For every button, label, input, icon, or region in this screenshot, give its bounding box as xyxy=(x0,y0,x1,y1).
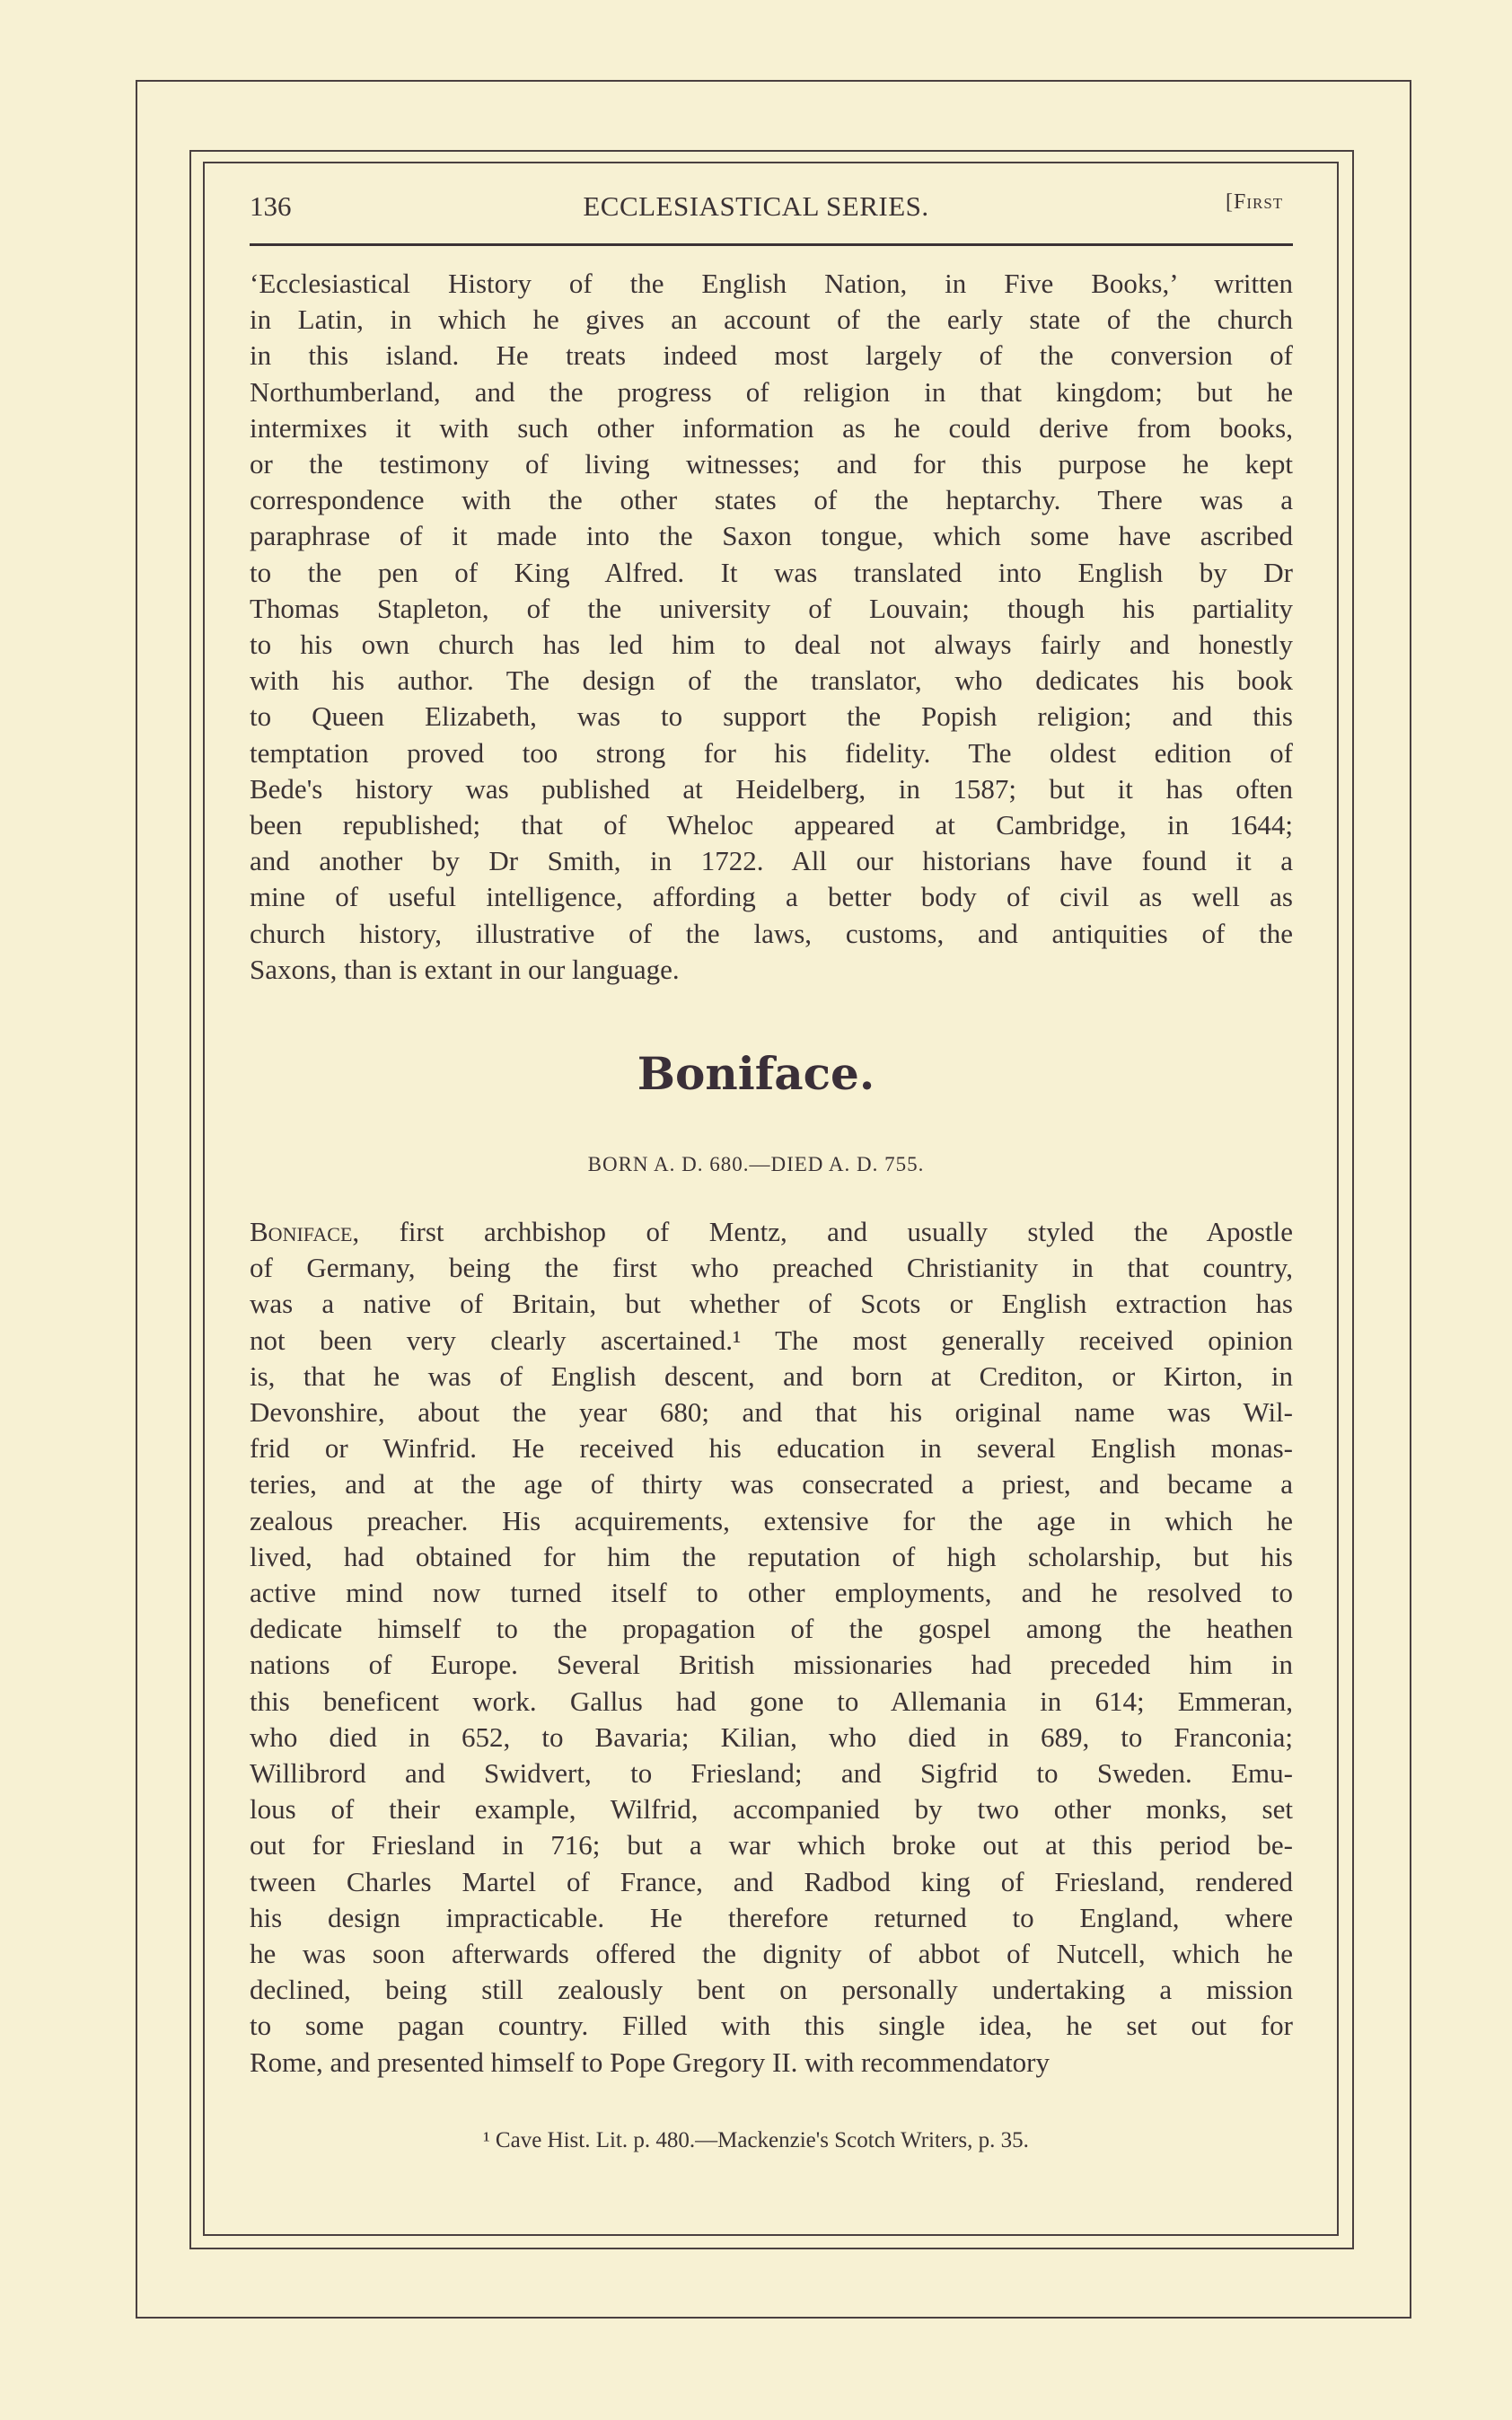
line-text: to some pagan country. Filled with this single idea, he set out for xyxy=(250,2010,1293,2042)
text-line xyxy=(250,952,1293,988)
section-dates: BORN A. D. 680.—DIED A. D. 755. xyxy=(587,1153,925,1175)
line-text: active mind now turned itself to other employments, and he resolved to xyxy=(250,1577,1293,1608)
line-text: ‘Ecclesiastical History of the English Nation, in Five Books,’ written xyxy=(250,268,1293,299)
text-line xyxy=(250,1466,1293,1502)
line-text: Thomas Stapleton, of the university of Louvain; though his partiality xyxy=(250,592,1293,624)
text-line xyxy=(250,1756,1293,1791)
line-text: or the testimony of living witnesses; and for this purpose he kept xyxy=(250,448,1293,480)
text-line xyxy=(250,591,1293,627)
text-line xyxy=(250,1972,1293,2008)
line-text: Northumberland, and the progress of religion in that kingdom; but he xyxy=(250,375,1293,408)
line-text: Saxons, than is extant in our language. xyxy=(250,953,680,985)
text-line xyxy=(250,1684,1293,1720)
text-line xyxy=(250,482,1293,518)
line-text: tween Charles Martel of France, and Radbod king of Friesland, rendered xyxy=(250,1865,1293,1897)
line-text: paraphrase of it made into the Saxon tongue, which some have ascribed xyxy=(250,520,1293,552)
text-line xyxy=(250,1539,1293,1575)
text-line xyxy=(250,374,1293,410)
text-line xyxy=(250,1395,1293,1430)
line-text: mine of useful intelligence, affording a better body of civil as well as xyxy=(250,881,1293,913)
line-text: dedicate himself to the propagation of the gospel among the heathen xyxy=(250,1613,1293,1645)
text-line xyxy=(250,1286,1293,1322)
text-line xyxy=(250,1503,1293,1539)
text-line xyxy=(250,1791,1293,1827)
line-text: in Latin, in which he gives an account of the early state of the church xyxy=(250,304,1293,336)
text-line xyxy=(250,338,1293,374)
line-text: to Queen Elizabeth, was to support the Popish religion; and this xyxy=(250,700,1293,733)
text-line xyxy=(250,1647,1293,1683)
text-line xyxy=(250,2008,1293,2044)
text-line xyxy=(250,1323,1293,1359)
line-text: first archbishop of Mentz, and usually styled the Apostle xyxy=(359,1216,1293,1247)
text-line xyxy=(250,1359,1293,1395)
line-text: Rome, and presented himself to Pope Gregory II. with recommendatory xyxy=(250,2046,1050,2078)
text-line xyxy=(250,916,1293,952)
text-line xyxy=(250,2045,1293,2081)
line-text: lous of their example, Wilfrid, accompanied by two other monks, set xyxy=(250,1793,1293,1826)
text-line xyxy=(250,1827,1293,1863)
text-line xyxy=(250,446,1293,482)
text-line xyxy=(250,410,1293,446)
text-line xyxy=(250,879,1293,915)
line-text: zealous preacher. His acquirements, extensive for the age in which he xyxy=(250,1504,1293,1536)
text-line xyxy=(250,1250,1293,1286)
line-text: to his own church has led him to deal not always fairly and honestly xyxy=(250,629,1293,660)
line-text: is, that he was of English descent, and born at Crediton, or Kirton, in xyxy=(250,1360,1293,1392)
line-text: nations of Europe. Several British missionaries had preceded him in xyxy=(250,1649,1293,1681)
text-line xyxy=(250,1720,1293,1756)
text-line xyxy=(250,699,1293,735)
line-text: church history, illustrative of the laws, customs, and antiquities of the xyxy=(250,917,1293,949)
line-text: out for Friesland in 716; but a war which broke out at this period be- xyxy=(250,1829,1293,1861)
line-text: he was soon afterwards offered the dignity of abbot of Nutcell, which he xyxy=(250,1938,1293,1969)
text-line xyxy=(250,1430,1293,1466)
text-line xyxy=(250,1575,1293,1611)
line-text: of Germany, being the first who preached Christianity in that country, xyxy=(250,1252,1293,1284)
running-title: ECCLESIASTICAL SERIES. xyxy=(583,190,929,222)
line-text: frid or Winfrid. He received his education in several English monas- xyxy=(250,1432,1293,1465)
text-line xyxy=(250,1864,1293,1900)
line-text: intermixes it with such other information as he could derive from books, xyxy=(250,411,1293,444)
line-text: with his author. The design of the translator, who dedicates his book xyxy=(250,664,1293,697)
line-text: teries, and at the age of thirty was consecrated a priest, and became a xyxy=(250,1468,1293,1500)
section-heading: Boniface. xyxy=(637,1047,875,1100)
line-text: and another by Dr Smith, in 1722. All our historians have found it a xyxy=(250,845,1293,877)
text-line xyxy=(250,555,1293,591)
section-marker: [First xyxy=(1226,190,1284,214)
line-text: his design impracticable. He therefore returned to England, where xyxy=(250,1901,1293,1933)
line-text: to the pen of King Alfred. It was translated into English by Dr xyxy=(250,556,1293,588)
text-line xyxy=(250,807,1293,843)
text-line xyxy=(250,627,1293,663)
line-text: Bede's history was published at Heidelberg, in 1587; but it has often xyxy=(250,772,1293,805)
text-line xyxy=(250,1900,1293,1936)
line-text: been republished; that of Wheloc appeared at Cambridge, in 1644; xyxy=(250,809,1293,840)
text-line xyxy=(250,735,1293,771)
text-line xyxy=(250,1936,1293,1972)
text-line xyxy=(250,302,1293,338)
text-line xyxy=(250,771,1293,807)
text-line xyxy=(250,843,1293,879)
text-line xyxy=(250,1214,1293,1250)
text-line xyxy=(250,1611,1293,1647)
text-line xyxy=(250,663,1293,699)
footnote: ¹ Cave Hist. Lit. p. 480.—Mackenzie's Scotch Writers, p. 35. xyxy=(483,2128,1029,2152)
line-text: in this island. He treats indeed most largely of the conversion of xyxy=(250,339,1293,372)
line-text: not been very clearly ascertained.¹ The most generally received opinion xyxy=(250,1324,1293,1356)
text-line xyxy=(250,266,1293,302)
line-text: lived, had obtained for him the reputation of high scholarship, but his xyxy=(250,1540,1293,1572)
text-line xyxy=(250,518,1293,554)
header-rule xyxy=(250,243,1293,246)
line-text: this beneficent work. Gallus had gone to Allemania in 614; Emmeran, xyxy=(250,1685,1293,1717)
line-text: Willibrord and Swidvert, to Friesland; and Sigfrid to Sweden. Emu- xyxy=(250,1757,1293,1789)
page-number: 136 xyxy=(250,190,292,222)
line-text: correspondence with the other states of the heptarchy. There was a xyxy=(250,484,1293,516)
line-text: Devonshire, about the year 680; and that his original name was Wil- xyxy=(250,1396,1293,1428)
line-text: temptation proved too strong for his fidelity. The oldest edition of xyxy=(250,736,1293,769)
line-text: who died in 652, to Bavaria; Kilian, who died in 689, to Franconia; xyxy=(250,1720,1293,1753)
lead-word: Boniface, xyxy=(250,1216,360,1247)
line-text: was a native of Britain, but whether of Scots or English extraction has xyxy=(250,1288,1293,1320)
line-text: declined, being still zealously bent on personally undertaking a mission xyxy=(250,1974,1293,2006)
